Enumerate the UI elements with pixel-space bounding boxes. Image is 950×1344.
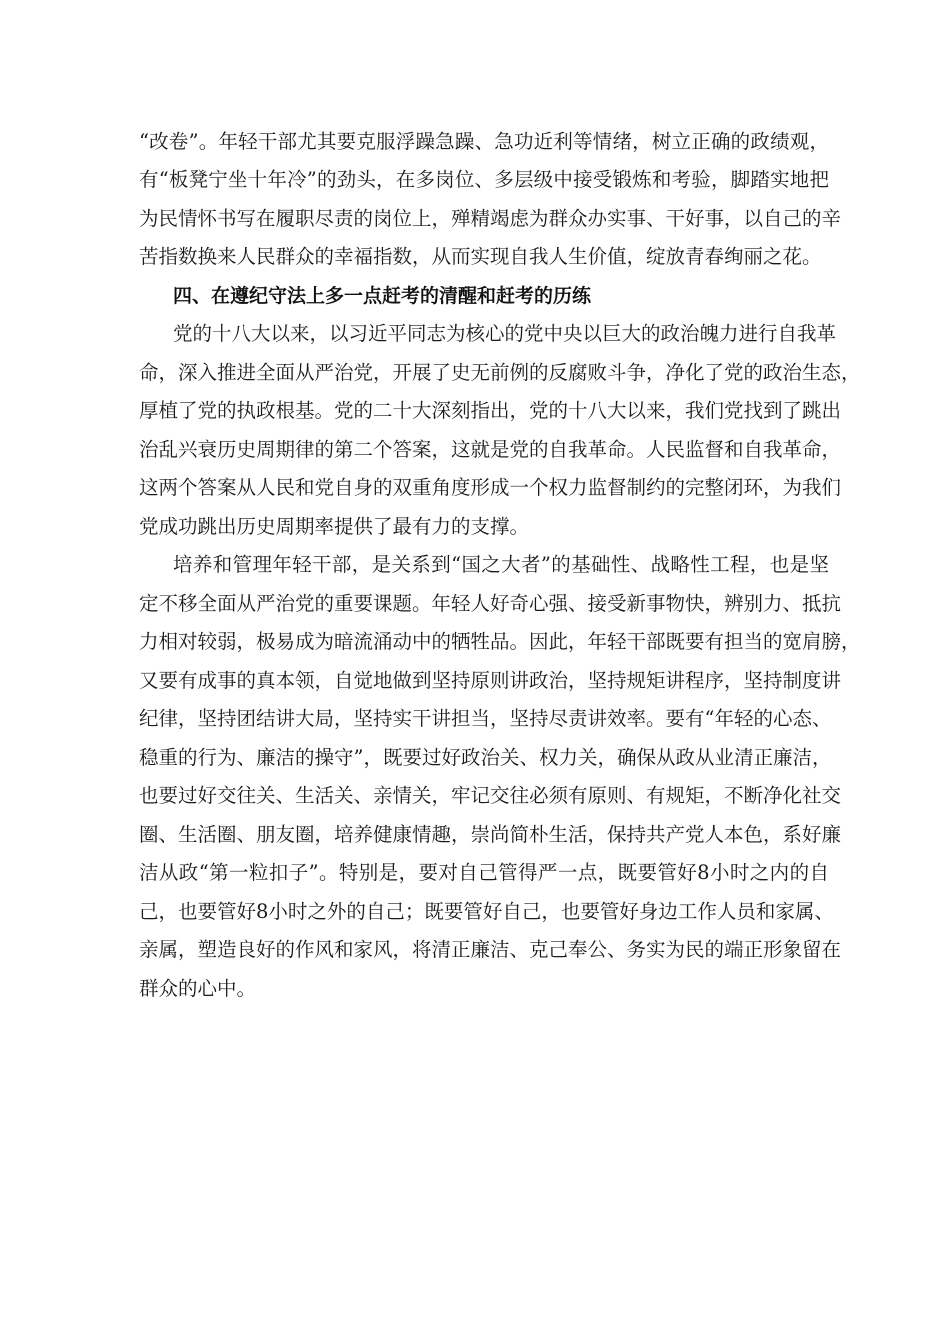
paragraph-2-line-1: 党的十八大以来，以习近平同志为核心的党中央以巨大的政治魄力进行自我革 xyxy=(173,322,837,345)
paragraph-2-line-5: 这两个答案从人民和党自身的双重角度形成一个权力监督制约的完整闭环，为我们 xyxy=(139,476,842,499)
paragraph-1-line-2: 有“板凳宁坐十年冷”的劲头，在多岗位、多层级中接受锻炼和考验，脚踏实地把 xyxy=(139,168,829,191)
paragraph-2-line-3: 厚植了党的执政根基。党的二十大深刻指出，党的十八大以来，我们党找到了跳出 xyxy=(139,399,842,422)
paragraph-3-line-12: 群众的心中。 xyxy=(139,977,257,1000)
paragraph-1-line-1: “改卷”。年轻干部尤其要克服浮躁急躁、急功近利等情绪，树立正确的政绩观， xyxy=(139,130,829,153)
paragraph-3-line-11: 亲属，塑造良好的作风和家风，将清正廉洁、克己奉公、务实为民的端正形象留在 xyxy=(139,938,842,961)
paragraph-3-line-10: 己，也要管好8小时之外的自己；既要管好自己，也要管好身边工作人员和家属、 xyxy=(139,900,834,923)
section-heading-4: 四、在遵纪守法上多一点赶考的清醒和赶考的历练 xyxy=(173,285,592,307)
paragraph-3-line-7: 也要过好交往关、生活关、亲情关，牢记交往必须有原则、有规矩，不断净化社交 xyxy=(139,784,842,807)
paragraph-1-line-4: 苦指数换来人民群众的幸福指数，从而实现自我人生价值，绽放青春绚丽之花。 xyxy=(139,245,822,268)
paragraph-2-line-4: 治乱兴衰历史周期律的第二个答案，这就是党的自我革命。人民监督和自我革命， xyxy=(139,438,842,461)
paragraph-3-line-8: 圈、生活圈、朋友圈，培养健康情趣，崇尚简朴生活，保持共产党人本色，系好廉 xyxy=(139,823,842,846)
paragraph-3-line-4: 又要有成事的真本领，自觉地做到坚持原则讲政治，坚持规矩讲程序，坚持制度讲 xyxy=(139,669,842,692)
paragraph-3-line-1: 培养和管理年轻干部，是关系到“国之大者”的基础性、战略性工程，也是坚 xyxy=(173,553,829,576)
paragraph-3-line-6: 稳重的行为、廉洁的操守”，既要过好政治关、权力关，确保从政从业清正廉洁， xyxy=(139,746,832,769)
paragraph-3-line-5: 纪律，坚持团结讲大局，坚持实干讲担当，坚持尽责讲效率。要有“年轻的心态、 xyxy=(139,707,832,730)
paragraph-3-line-3: 力相对较弱，极易成为暗流涌动中的牺牲品。因此，年轻干部既要有担当的宽肩膀， xyxy=(139,630,861,653)
paragraph-1-line-3: 为民情怀书写在履职尽责的岗位上，殚精竭虑为群众办实事、干好事，以自己的辛 xyxy=(139,207,842,230)
paragraph-3-line-2: 定不移全面从严治党的重要课题。年轻人好奇心强、接受新事物快，辨别力、抵抗 xyxy=(139,592,842,615)
paragraph-3-line-9: 洁从政“第一粒扣子”。特别是，要对自己管得严一点，既要管好8小时之内的自 xyxy=(139,861,829,884)
paragraph-2-line-6: 党成功跳出历史周期率提供了最有力的支撑。 xyxy=(139,515,530,538)
paragraph-2-line-2: 命，深入推进全面从严治党，开展了史无前例的反腐败斗争，净化了党的政治生态， xyxy=(139,361,861,384)
